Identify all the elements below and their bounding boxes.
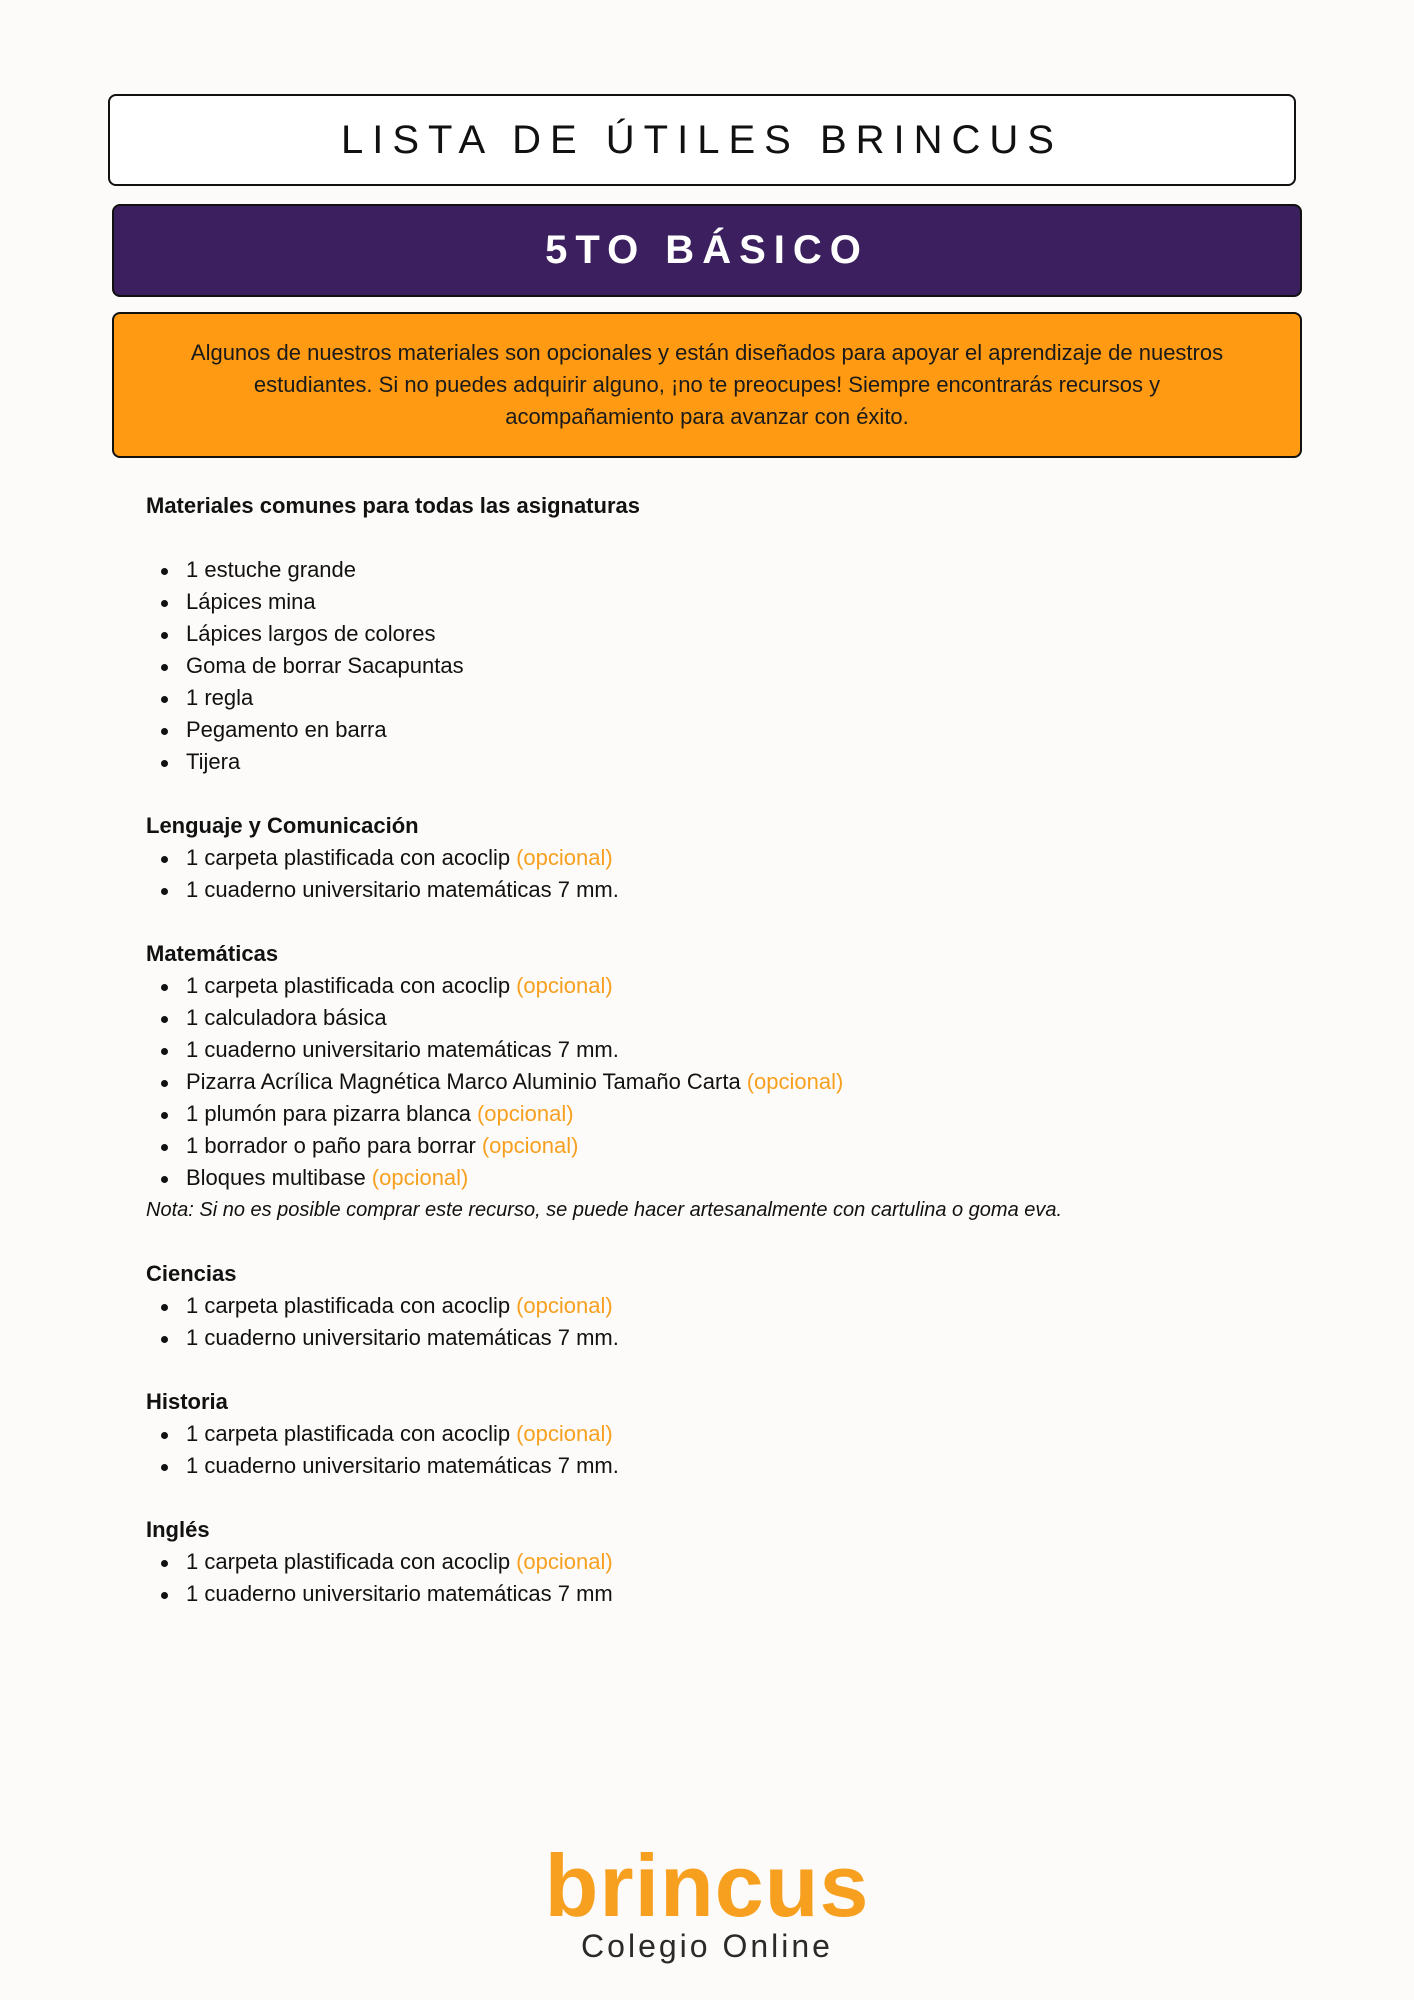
document-title: LISTA DE ÚTILES BRINCUS [341,117,1063,162]
item-text: 1 calculadora básica [186,1005,387,1030]
section-lenguaje [146,810,1296,906]
list-item [146,1578,1296,1610]
optional-tag: (opcional) [371,1165,469,1190]
list-item [146,714,1296,746]
list-item [146,970,1296,1002]
list-lenguaje [146,842,1296,906]
section-common [146,490,1296,778]
list-item [146,1130,1296,1162]
section-title-ingles: Inglés [146,1517,210,1542]
section-title-historia: Historia [146,1389,228,1414]
item-text: Bloques multibase [186,1165,366,1190]
item-text: Lápices mina [186,589,316,614]
list-item [146,682,1296,714]
section-ciencias [146,1258,1296,1354]
optional-tag: (opcional) [516,845,613,870]
optional-tag: (opcional) [516,973,613,998]
item-text: Lápices largos de colores [186,621,436,646]
list-historia [146,1418,1296,1482]
spacer [146,522,1296,554]
list-item [146,874,1296,906]
list-item [146,842,1296,874]
item-text: 1 plumón para pizarra blanca [186,1101,471,1126]
section-ingles [146,1514,1296,1610]
optional-tag: (opcional) [516,1421,613,1446]
item-text: 1 estuche grande [186,557,357,582]
item-text: 1 regla [186,685,254,710]
item-text: Pizarra Acrílica Magnética Marco Aluminio Tamaño Carta [186,1069,741,1094]
notice-text: Algunos de nuestros materiales son opcionales y están diseñados para apoyar el aprendizaje de nuestros estudiantes. Si no puedes adquirir alguno, ¡no te preocupes! Siempre encontrarás recursos y acompañamiento para avanzar con éxito. [190,340,1224,429]
item-text: Tijera [186,749,241,774]
item-text: 1 carpeta plastificada con acoclip [186,1549,511,1574]
notice-banner [112,312,1302,458]
optional-tag: (opcional) [516,1549,613,1574]
item-text: 1 borrador o paño para borrar [186,1133,476,1158]
item-text: Goma de borrar Sacapuntas [186,653,464,678]
item-text: 1 carpeta plastificada con acoclip [186,1421,511,1446]
brincus-logo [0,1836,1414,1964]
section-matematicas [146,938,1296,1226]
section-title-common: Materiales comunes para todas las asignaturas [146,493,640,518]
list-item [146,586,1296,618]
list-ciencias [146,1290,1296,1354]
list-item [146,1546,1296,1578]
list-item [146,1450,1296,1482]
section-title-lenguaje: Lenguaje y Comunicación [146,813,419,838]
list-item [146,1066,1296,1098]
optional-tag: (opcional) [746,1069,844,1094]
item-text: 1 cuaderno universitario matemáticas 7 mm. [186,1325,619,1350]
supply-list [146,490,1296,1642]
item-text: 1 carpeta plastificada con acoclip [186,1293,511,1318]
list-matematicas [146,970,1296,1194]
grade-label: 5TO BÁSICO [545,228,869,272]
list-item [146,1002,1296,1034]
list-common [146,554,1296,778]
list-item [146,1162,1296,1194]
grade-banner [112,204,1302,297]
optional-tag: (opcional) [476,1101,574,1126]
list-item [146,1034,1296,1066]
list-item [146,1290,1296,1322]
list-item [146,746,1296,778]
list-item [146,1418,1296,1450]
item-text: 1 carpeta plastificada con acoclip [186,845,511,870]
section-title-ciencias: Ciencias [146,1261,237,1286]
item-text: 1 cuaderno universitario matemáticas 7 mm. [186,1037,619,1062]
item-text: 1 cuaderno universitario matemáticas 7 mm [186,1581,613,1606]
logo-wordmark: brincus [544,1836,870,1935]
item-text: Pegamento en barra [186,717,387,742]
logo-tagline: Colegio Online [581,1928,833,1964]
list-ingles [146,1546,1296,1610]
item-text: 1 cuaderno universitario matemáticas 7 mm. [186,1453,619,1478]
document-title-box [108,94,1296,186]
optional-tag: (opcional) [481,1133,579,1158]
list-item [146,554,1296,586]
item-text: 1 carpeta plastificada con acoclip [186,973,511,998]
list-item [146,1098,1296,1130]
list-item [146,650,1296,682]
section-historia [146,1386,1296,1482]
item-text: 1 cuaderno universitario matemáticas 7 mm. [186,877,619,902]
section-title-matematicas: Matemáticas [146,941,279,966]
list-item [146,618,1296,650]
optional-tag: (opcional) [516,1293,613,1318]
note-matematicas: Nota: Si no es posible comprar este recurso, se puede hacer artesanalmente con cartulina o goma eva. [146,1199,1063,1221]
list-item [146,1322,1296,1354]
